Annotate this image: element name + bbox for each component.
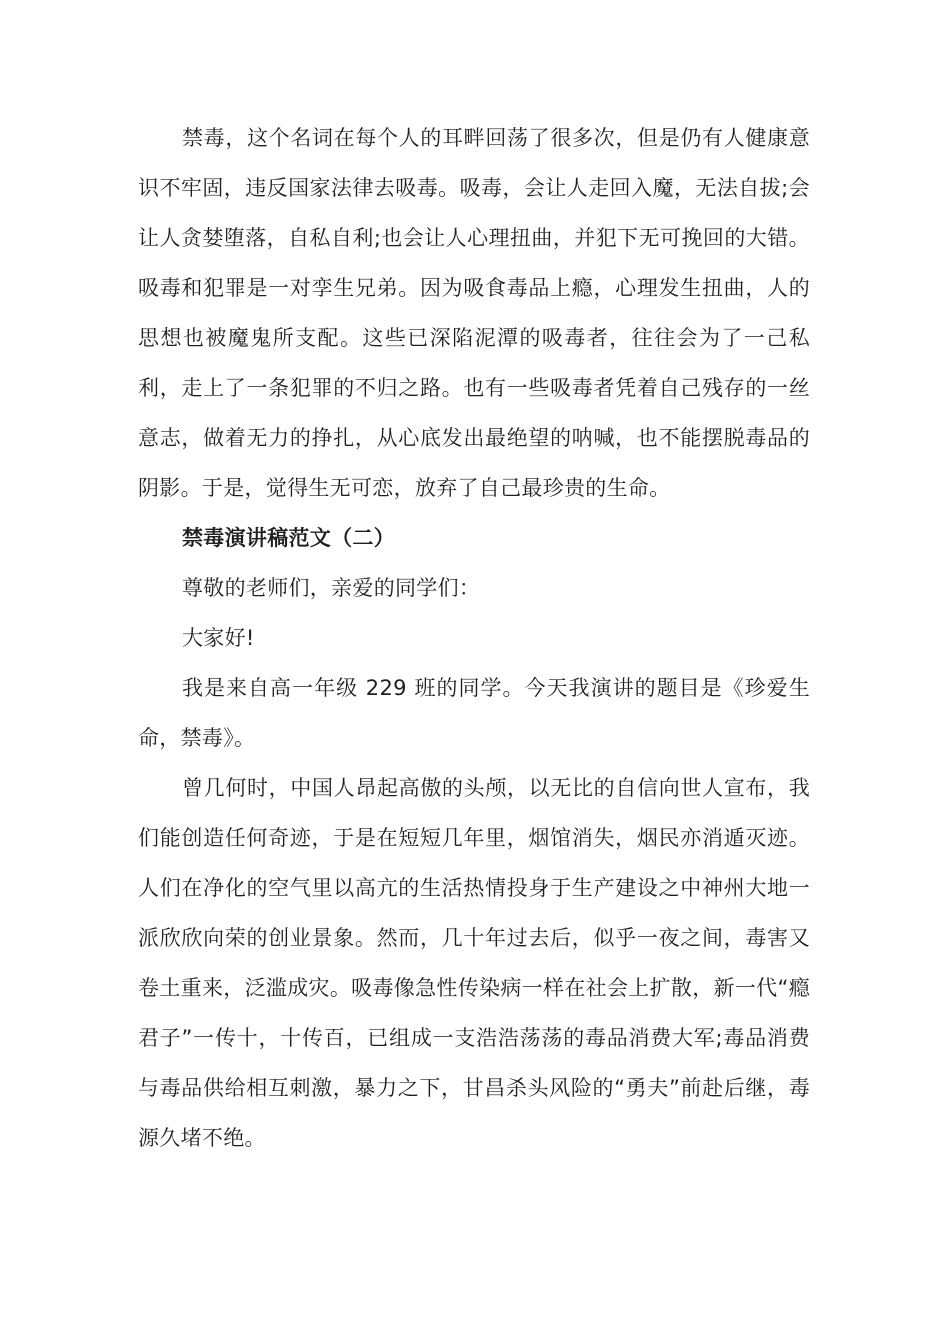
greeting: 大家好! — [182, 626, 255, 650]
paragraph-speaker-intro: 我是来自高一年级 229 班的同学。今天我演讲的题目是《珍爱生命，禁毒》。 — [138, 676, 810, 750]
document-body — [138, 113, 810, 1163]
salutation: 尊敬的老师们，亲爱的同学们： — [182, 576, 481, 600]
paragraph-history: 曾几何时，中国人昂起高傲的头颅，以无比的自信向世人宣布，我们能创造任何奇迹，于是在短短几年里，烟馆消失，烟民亦消遁灭迹。人们在净化的空气里以高亢的生活热情投身于生产建设之中神州大地一派欣欣向荣的创业景象。然而，几十年过去后，似乎一夜之间，毒害又卷土重来，泛滥成灾。吸毒像急性传染病一样在社会上扩散，新一代“瘾君子”一传十，十传百，已组成一支浩浩荡荡的毒品消费大军;毒品消费与毒品供给相互刺激，暴力之下，甘昌杀头风险的“勇夫”前赴后继，毒源久堵不绝。 — [138, 776, 810, 1150]
section-heading: 禁毒演讲稿范文（二） — [182, 526, 395, 550]
paragraph-intro: 禁毒，这个名词在每个人的耳畔回荡了很多次，但是仍有人健康意识不牢固，违反国家法律去吸毒。吸毒，会让人走回入魔，无法自拔;会让人贪婪堕落，自私自利;也会让人心理扭曲，并犯下无可挽回的大错。吸毒和犯罪是一对孪生兄弟。因为吸食毒品上瘾，心理发生扭曲，人的思想也被魔鬼所支配。这些已深陷泥潭的吸毒者，往往会为了一己私利，走上了一条犯罪的不归之路。也有一些吸毒者凭着自己残存的一丝意志，做着无力的挣扎，从心底发出最绝望的呐喊，也不能摆脱毒品的阴影。于是，觉得生无可恋，放弃了自己最珍贵的生命。 — [138, 126, 810, 500]
